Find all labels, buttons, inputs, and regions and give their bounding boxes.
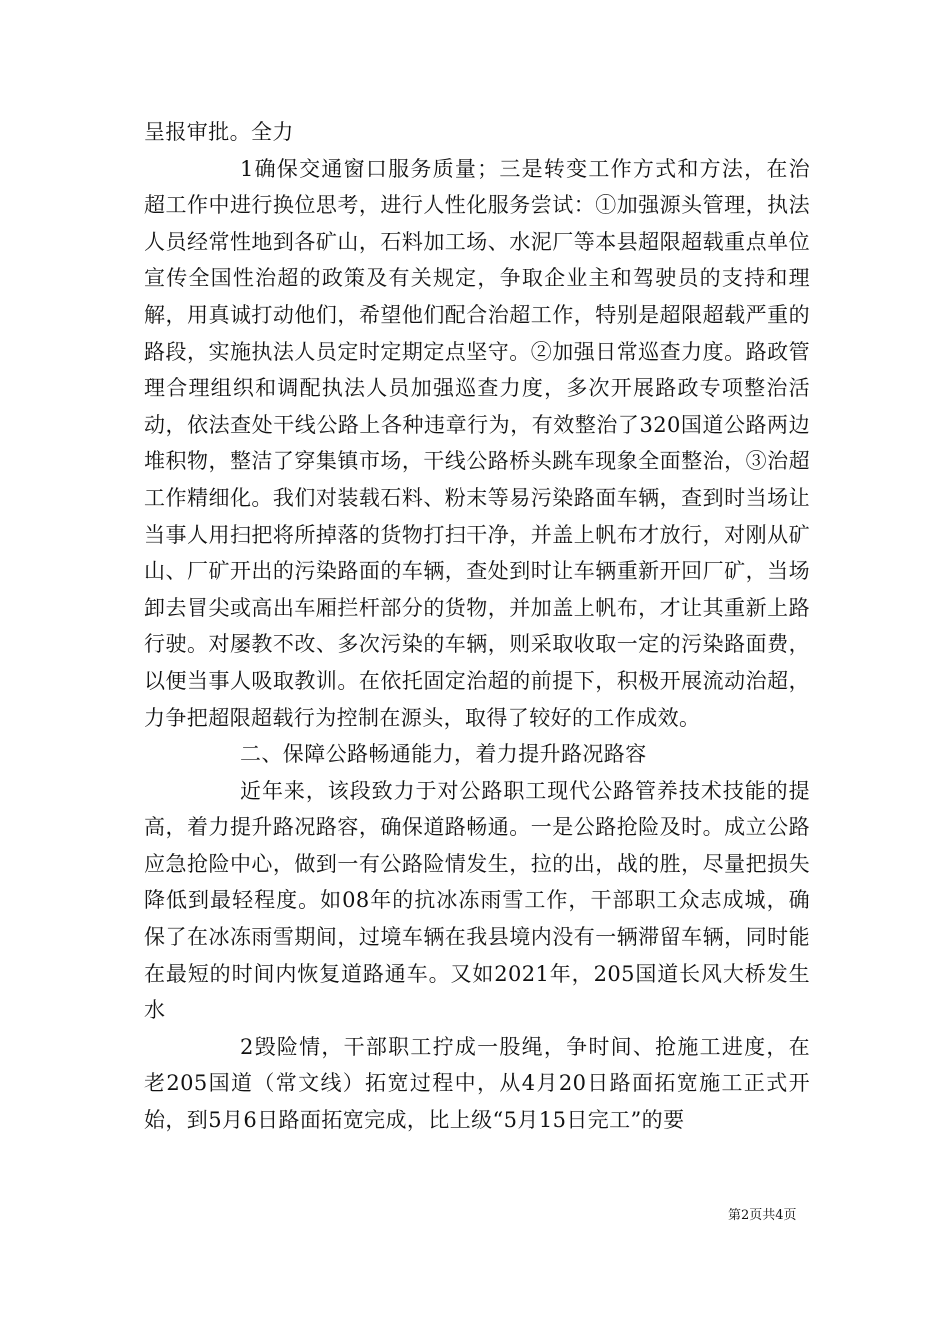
paragraph-4: 2毁险情，干部职工拧成一股绳，争时间、抢施工进度，在老205国道（常文线）拓宽过程中，从4月20日路面拓宽施工正式开始，到5月6日路面拓宽完成，比上级“5月15日完工”的要 (144, 1034, 810, 1133)
paragraph-3: 近年来，该段致力于对公路职工现代公路管养技术技能的提高，着力提升路况路容，确保道路畅通。一是公路抢险及时。成立公路应急抢险中心，做到一有公路险情发生，拉的出，战的胜，尽量把损失降低到最轻程度。如08年的抗冰冻雨雪工作，干部职工众志成城，确保了在冰冻雨雪期间，过境车辆在我县境内没有一辆滞留车辆，同时能在最短的时间内恢复道路通车。又如2021年，205国道长风大桥发生水 (144, 778, 810, 1023)
paragraph-2: 1确保交通窗口服务质量；三是转变工作方式和方法，在治超工作中进行换位思考，进行人性化服务尝试：①加强源头管理，执法人员经常性地到各矿山，石料加工场、水泥厂等本县超限超载重点单位宣传全国性治超的政策及有关规定，争取企业主和驾驶员的支持和理解，用真诚打动他们，希望他们配合治超工作，特别是超限超载严重的路段，实施执法人员定时定期定点坚守。②加强日常巡查力度。路政管理合理组织和调配执法人员加强巡查力度，多次开展路政专项整治活动，依法查处干线公路上各种违章行为，有效整治了320国道公路两边堆积物，整洁了穿集镇市场，干线公路桥头跳车现象全面整治，③治超工作精细化。我们对装载石料、粉末等易污染路面车辆，查到时当场让当事人用扫把将所掉落的货物打扫干净，并盖上帆布才放行，对刚从矿山、厂矿开出的污染路面的车辆，查处到时让车辆重新开回厂矿，当场卸去冒尖或高出车厢拦杆部分的货物，并加盖上帆布，才让其重新上路行驶。对屡教不改、多次污染的车辆，则采取收取一定的污染路面费，以便当事人吸取教训。在依托固定治超的前提下，积极开展流动治超，力争把超限超载行为控制在源头，取得了较好的工作成效。 (144, 156, 810, 730)
paragraph-1: 呈报审批。全力 (144, 120, 294, 144)
page-number-footer: 第2页共4页 (728, 1208, 797, 1223)
section-heading: 二、保障公路畅通能力，着力提升路况路容 (240, 742, 647, 767)
document-body (144, 114, 810, 1139)
